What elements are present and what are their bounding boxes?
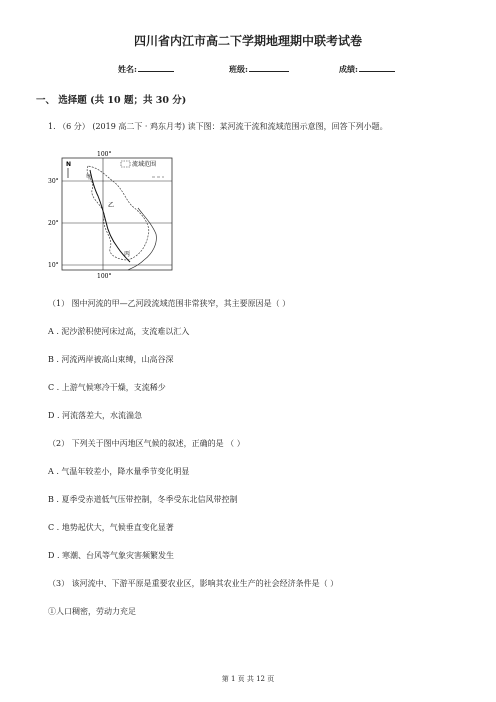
map-frame — [62, 158, 172, 270]
sub-question-1-prompt: （1） 图中河流的甲—乙河段流域范围非常狭窄，其主要原因是（ ） — [48, 299, 291, 308]
sub-question-2-prompt: （2） 下列关于图中丙地区气候的叙述，正确的是 （ ） — [48, 439, 245, 448]
sub1-option-d[interactable]: D . 河流落差大，水流湍急 — [48, 411, 143, 420]
basin-boundary — [87, 166, 149, 260]
class-field — [229, 63, 289, 75]
lat-label-30: 30° — [48, 178, 59, 185]
sub3-option-1[interactable]: ①人口稠密，劳动力充足 — [48, 607, 136, 616]
north-arrow: N — [66, 161, 72, 168]
coastline — [128, 208, 156, 270]
class-label: 班级: — [229, 64, 248, 74]
legend-label: 流域范围 — [132, 161, 157, 168]
name-field — [118, 63, 174, 75]
score-field — [339, 63, 395, 75]
class-blank — [249, 63, 289, 72]
sub2-option-c[interactable]: C . 地势起伏大，气候垂直变化显著 — [48, 523, 174, 532]
sub2-option-d[interactable]: D . 寒潮、台风等气象灾害频繁发生 — [48, 551, 175, 560]
lat-label-20: 20° — [48, 220, 59, 227]
point-jia: 甲 — [86, 174, 93, 181]
exam-title: 四川省内江市高二下学期地理期中联考试卷 — [133, 34, 362, 48]
legend-swatch — [121, 161, 130, 167]
score-label: 成绩: — [339, 64, 358, 74]
river-basin-map — [48, 148, 176, 280]
section-header: 一、 选择题 (共 10 题；共 30 分) — [36, 95, 187, 106]
name-blank — [138, 63, 174, 72]
score-blank — [359, 63, 395, 72]
lon-label-bottom: 100° — [97, 273, 112, 280]
sub2-option-b[interactable]: B . 夏季受赤道低气压带控制，冬季受东北信风带控制 — [48, 495, 238, 504]
point-bing: 丙 — [124, 251, 131, 258]
sub1-option-a[interactable]: A . 泥沙淤积使河床过高，支流难以汇入 — [48, 327, 190, 336]
name-label: 姓名: — [118, 64, 137, 74]
point-yi: 乙 — [108, 202, 115, 209]
lon-label-top: 100° — [97, 151, 112, 158]
question-stem: 1. （6 分） (2019 高二下 · 鸡东月考) 读下图：某河流干流和流域范围示意图，回答下列小题。 — [48, 122, 388, 131]
lat-label-10: 10° — [48, 262, 59, 269]
sub2-option-a[interactable]: A . 气温年较差小，降水量季节变化明显 — [48, 467, 190, 476]
page-footer: 第 1 页 共 12 页 — [221, 675, 275, 683]
sub1-option-b[interactable]: B . 河流两岸被高山束缚，山高谷深 — [48, 355, 174, 364]
sub1-option-c[interactable]: C . 上游气候寒冷干燥，支流稀少 — [48, 383, 166, 392]
sub-question-3-prompt: （3） 该河流中、下游平原是重要农业区，影响其农业生产的社会经济条件是（ ） — [48, 579, 339, 588]
